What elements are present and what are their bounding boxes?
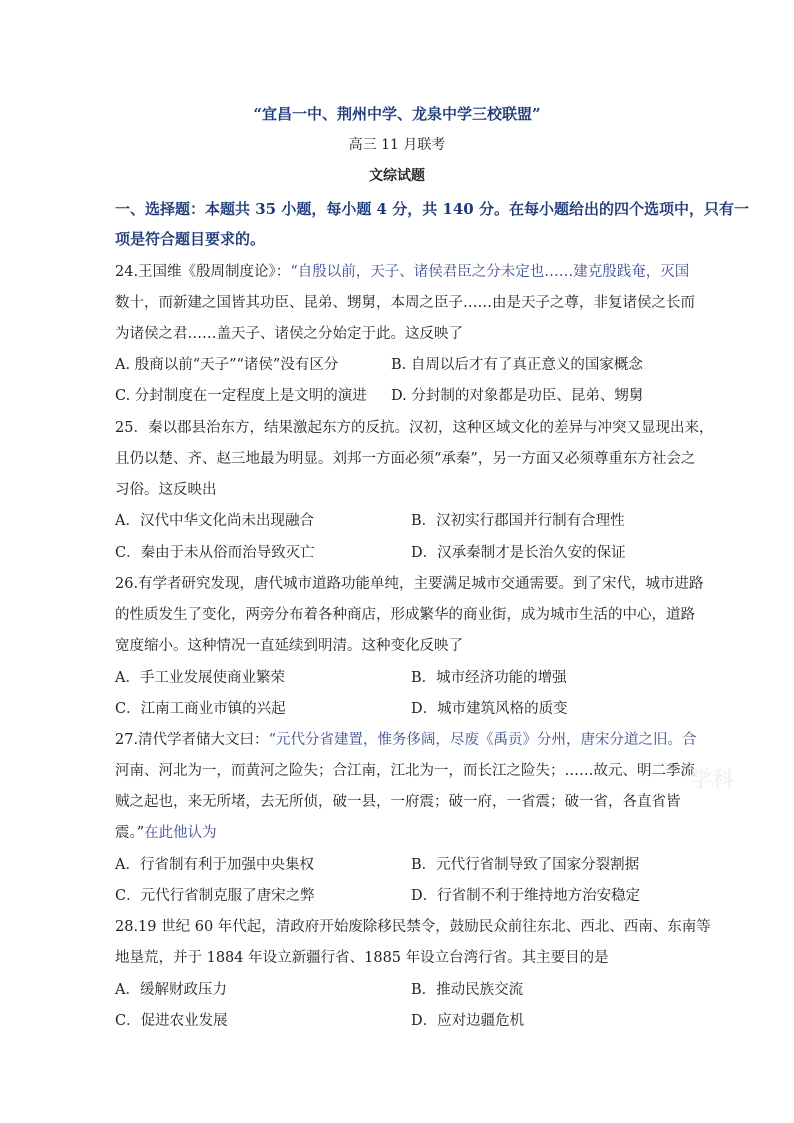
q27-option-d: D．行省制不利于维持地方治安稳定 bbox=[411, 888, 641, 904]
q28-option-a: A．缓解财政压力 bbox=[115, 982, 227, 998]
q26-option-c: C．江南工商业市镇的兴起 bbox=[115, 701, 286, 717]
q28-line2: 地垦荒，并于 1884 年设立新疆行省、1885 年设立台湾行省。其主要目的是 bbox=[115, 950, 609, 966]
q24-option-b: B. 自周以后才有了真正意义的国家概念 bbox=[391, 357, 643, 373]
q28-option-c: C．促进农业发展 bbox=[115, 1013, 228, 1029]
q26-option-b: B．城市经济功能的增强 bbox=[411, 670, 567, 686]
section-instruction-line1: 一、选择题：本题共 35 小题，每小题 4 分，共 140 分。在每小题给出的四个选项中，只有一 bbox=[115, 200, 749, 218]
q24-line2: 数十，而新建之国皆其功臣、昆弟、甥舅，本周之臣子……由是天子之尊，非复诸侯之长而 bbox=[115, 295, 695, 311]
q27-option-b: B．元代行省制导致了国家分裂割据 bbox=[411, 857, 640, 873]
exam-name: 高三 11 月联考 bbox=[348, 137, 446, 153]
q25-option-c: C．秦由于未从俗而治导致灭亡 bbox=[115, 545, 315, 561]
q27-line2: 河南、河北为一，而黄河之险失；合江南，江北为一，而长江之险失；……故元、明二季流 bbox=[115, 763, 695, 779]
q25-line3: 习俗。这反映出 bbox=[115, 482, 217, 498]
q24-quote: “自殷以前，天子、诸侯君臣之分未定也……建克殷践奄，灭国 bbox=[290, 264, 690, 280]
q27-line1 bbox=[115, 728, 696, 749]
q27-option-c: C．元代行省制克服了唐宋之弊 bbox=[115, 888, 315, 904]
q27-line3: 贼之起也，来无所堵，去无所侦，破一县，一府震；破一府，一省震；破一省，各直省皆 bbox=[115, 794, 681, 810]
q24-option-c: C. 分封制度在一定程度上是文明的演进 bbox=[115, 388, 367, 404]
q27-quote-end: 震。” bbox=[115, 825, 145, 841]
q28-option-d: D．应对边疆危机 bbox=[411, 1013, 525, 1029]
q25-option-b: B．汉初实行郡国并行制有合理性 bbox=[411, 513, 625, 529]
q27-stem-end: 在此他认为 bbox=[144, 825, 217, 841]
q24-line1 bbox=[115, 260, 689, 281]
q26-option-a: A．手工业发展使商业繁荣 bbox=[115, 670, 285, 686]
q27-quote: “元代分省建置，惟务侈阔，尽废《禹贡》分州，唐宋分道之旧。合 bbox=[268, 732, 697, 748]
q26-line2: 的性质发生了变化，两旁分布着各种商店，形成繁华的商业街，成为城市生活的中心，道路 bbox=[115, 607, 695, 623]
q26-line1: 26.有学者研究发现，唐代城市道路功能单纯，主要满足城市交通需要。到了宋代，城市进路 bbox=[115, 576, 704, 592]
q25-option-d: D．汉承秦制才是长治久安的保证 bbox=[411, 545, 626, 561]
q24-lead: 24.王国维《殷周制度论》： bbox=[115, 264, 291, 280]
q27-option-a: A．行省制有利于加强中央集权 bbox=[115, 857, 314, 873]
q24-option-d: D. 分封制的对象都是功臣、昆弟、甥舅 bbox=[391, 388, 644, 404]
q24-line3: 为诸侯之君……盖天子、诸侯之分始定于此。这反映了 bbox=[115, 326, 463, 342]
q25-line2: 且仍以楚、齐、赵三地最为明显。刘邦一方面必须“承秦”，另一方面又必须尊重东方社会之 bbox=[115, 451, 696, 467]
q27-lead: 27.清代学者储大文曰： bbox=[115, 732, 269, 748]
q24-option-a: A. 殷商以前“天子”“诸侯”没有区分 bbox=[115, 357, 339, 373]
subject-title: 文综试题 bbox=[369, 168, 425, 184]
exam-title: “宜昌一中、荆州中学、龙泉中学三校联盟” bbox=[253, 105, 541, 123]
q28-line1: 28.19 世纪 60 年代起，清政府开始废除移民禁令，鼓励民众前往东北、西北、西南、东南等 bbox=[115, 919, 711, 935]
q27-line4 bbox=[115, 821, 217, 842]
section-instruction-line2: 项是符合题目要求的。 bbox=[115, 230, 266, 248]
q26-option-d: D．城市建筑风格的质变 bbox=[411, 701, 568, 717]
faint-watermark: 学科 bbox=[690, 767, 735, 793]
q25-option-a: A．汉代中华文化尚未出现融合 bbox=[115, 513, 314, 529]
q26-line3: 宽度缩小。这种情况一直延续到明清。这种变化反映了 bbox=[115, 638, 463, 654]
q28-option-b: B．推动民族交流 bbox=[411, 982, 524, 998]
q25-line1: 25．秦以郡县治东方，结果激起东方的反抗。汉初，这种区域文化的差异与冲突又显现出来， bbox=[115, 420, 714, 436]
